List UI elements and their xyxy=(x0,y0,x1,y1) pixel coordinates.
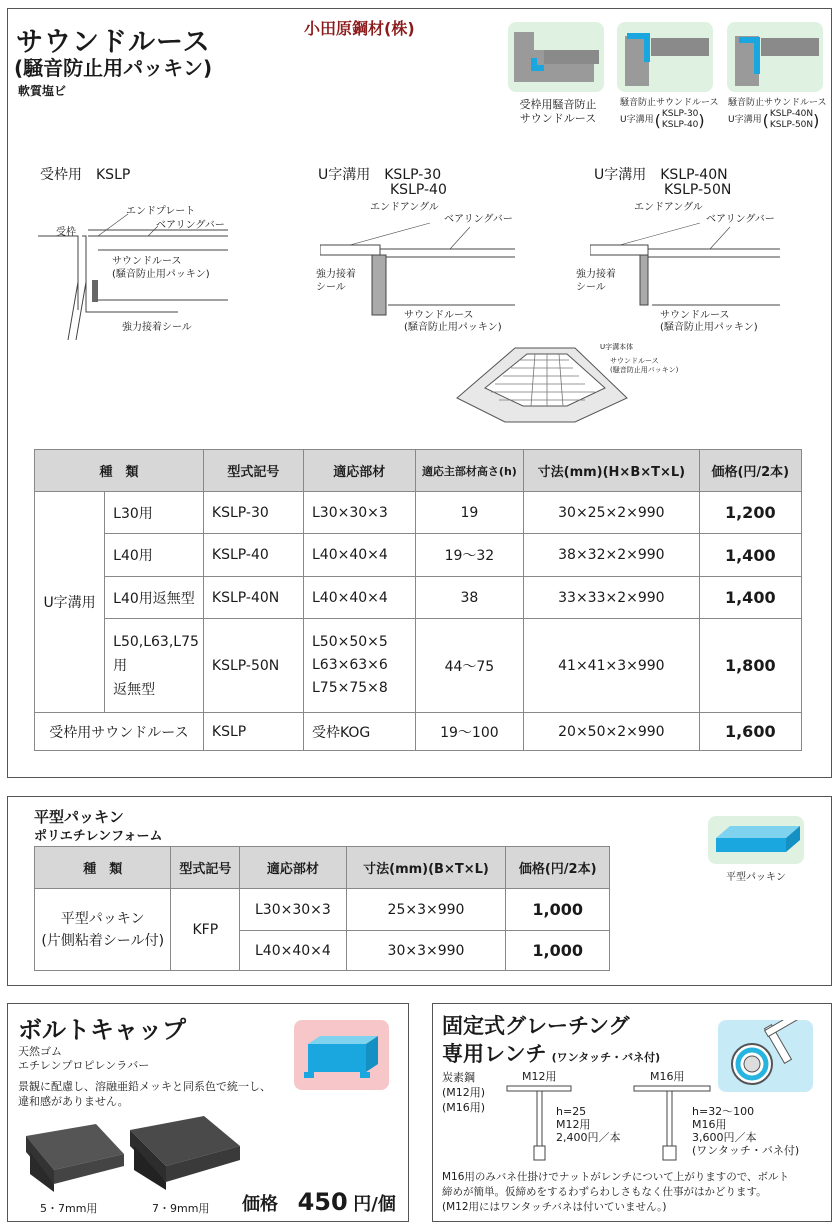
d1-label-ukewaku: 受枠 xyxy=(56,227,76,238)
table-row: 受枠用サウンドルース KSLP 受枠KOG 19～100 20×50×2×990 1,600 xyxy=(35,713,802,751)
d2-label-packing: (騒音防止用パッキン) xyxy=(404,322,502,333)
wrench-material: 炭素鋼 (M12用) (M16用) xyxy=(442,1071,486,1114)
diagram-kslp40n xyxy=(590,215,790,325)
diagram2-heading2: KSLP-40 xyxy=(390,182,447,198)
page-subtitle: (騒音防止用パッキン) xyxy=(14,56,213,80)
d3-label-endangle: エンドアングル xyxy=(634,202,703,213)
d2-label-kyoryoku: 強力接着 xyxy=(316,269,356,280)
bolt-desc2: 違和感がありません。 xyxy=(18,1095,129,1108)
grating-isometric-illustration xyxy=(455,340,630,425)
d1-label-endplate: エンドプレート xyxy=(126,206,196,217)
bolt-cap2-label: 7・9mm用 xyxy=(152,1202,210,1215)
table-row: L40用返無型 KSLP-40N L40×40×4 38 33×33×2×990 1,400 xyxy=(35,577,802,619)
thumb-kslp-caption: 受枠用騒音防止 サウンドルース xyxy=(519,98,597,125)
flat-material: ポリエチレンフォーム xyxy=(34,829,163,844)
d3-label-packing: (騒音防止用パッキン) xyxy=(660,322,758,333)
th-code: 型式記号 xyxy=(203,450,303,492)
d1-label-bearingbar: ベアリングバー xyxy=(156,220,225,231)
thumb-kslp30-icon xyxy=(617,22,713,92)
flat-packing-icon xyxy=(708,816,804,864)
thumb-kslp30-caption: 騒音防止サウンドルース U字溝用 ( KSLP-30 KSLP-40 ) xyxy=(620,98,719,130)
table-row: U字溝用 L30用 KSLP-30 L30×30×3 19 30×25×2×990 1,200 xyxy=(35,492,802,534)
bolt-cap-photo-large xyxy=(124,1112,244,1192)
flat-packing-icon-label: 平型パッキン xyxy=(726,872,786,883)
wrench-m16-spec: h=32～100 M16用 3,600円／本 (ワンタッチ・バネ付) xyxy=(692,1105,800,1157)
wrench-title2: 専用レンチ (ワンタッチ・バネ付) xyxy=(442,1042,661,1066)
company-name: 小田原鋼材(株) xyxy=(304,19,415,38)
flat-title: 平型パッキン xyxy=(34,808,124,826)
th-dim: 寸法(mm)(H×B×T×L) xyxy=(524,450,699,492)
d2-label-soundloose: サウンドルース xyxy=(404,310,474,321)
thumb-kslp40n-caption: 騒音防止サウンドルース U字溝用 ( KSLP-40N KSLP-50N ) xyxy=(728,98,827,130)
th-type: 種 類 xyxy=(35,450,204,492)
bolt-cap-photo-small xyxy=(18,1118,128,1193)
table-row: L40用 KSLP-40 L40×40×4 19～32 38×32×2×990 1,400 xyxy=(35,534,802,577)
iso-label-soundloose: サウンドルース xyxy=(610,357,659,365)
d3-label-soundloose: サウンドルース xyxy=(660,310,730,321)
th-member: 適応部材 xyxy=(303,450,415,492)
sound-loose-price-table xyxy=(34,449,802,751)
th-height: 適応主部材高さ(h) xyxy=(415,450,524,492)
d1-label-packing: (騒音防止用パッキン) xyxy=(112,269,210,280)
bolt-material1: 天然ゴム xyxy=(18,1045,62,1058)
bolt-desc1: 景観に配慮し、溶融亜鉛メッキと同系色で統一し、 xyxy=(18,1080,271,1093)
wrench-title1: 固定式グレーチング xyxy=(442,1014,630,1038)
iso-label-packing: (騒音防止用パッキン) xyxy=(610,366,679,374)
flat-packing-table: 種 類 型式記号 適応部材 寸法(mm)(B×T×L) 価格(円/2本) 平型パッキン (片側粘着シール付) KFP L30×30×3 25×3×990 1,000 L40×40×4 30×3×990 1,000 xyxy=(34,846,610,971)
wrench-icon xyxy=(718,1020,813,1092)
wrench-m16-label: M16用 xyxy=(650,1070,685,1083)
bolt-cap-icon xyxy=(294,1020,389,1090)
bolt-cap1-label: 5・7mm用 xyxy=(40,1202,98,1215)
th-price: 価格(円/2本) xyxy=(699,450,801,492)
d1-label-soundloose: サウンドルース xyxy=(112,256,182,267)
d3-label-kyoryoku: 強力接着 xyxy=(576,269,616,280)
wrench-m12-spec: h=25 M12用 2,400円／本 xyxy=(556,1105,621,1144)
d2-label-endangle: エンドアングル xyxy=(370,202,439,213)
wrench-m12-label: M12用 xyxy=(522,1070,557,1083)
iso-label-ujiko: U字溝本体 xyxy=(600,343,634,351)
table-row: 平型パッキン (片側粘着シール付) KFP L30×30×3 25×3×990 1,000 xyxy=(35,889,610,931)
d3-label-seal: シール xyxy=(576,282,606,293)
bolt-price: 価格 450 円/個 xyxy=(242,1188,396,1216)
material-label: 軟質塩ビ xyxy=(18,84,67,98)
table-row: L50,L63,L75用 返無型 KSLP-50N L50×50×5 L63×63×6 L75×75×8 44～75 41×41×3×990 1,800 xyxy=(35,619,802,713)
d1-label-seal: 強力接着シール xyxy=(122,322,192,333)
diagram1-heading: 受枠用 KSLP xyxy=(40,167,131,183)
d3-label-bearingbar: ベアリングバー xyxy=(706,214,775,225)
d2-label-bearingbar: ベアリングバー xyxy=(444,214,513,225)
wrench-description: M16用のみバネ仕掛けでナットがレンチについて上がりますので、ボルト 締めが簡単。仮締めをするわずらわしさもなく仕事がはかどります。 (M12用にはワンタッチバネは付いていません。) xyxy=(442,1171,790,1213)
diagram3-heading1: U字溝用 KSLP-40N xyxy=(594,167,728,183)
diagram3-heading2: KSLP-50N xyxy=(664,182,732,198)
page-title: サウンドルース xyxy=(16,27,211,58)
group-cell: U字溝用 xyxy=(35,492,105,713)
thumb-kslp-icon xyxy=(508,22,604,92)
table-row: L40×40×4 30×3×990 1,000 xyxy=(35,931,610,971)
bolt-title: ボルトキャップ xyxy=(18,1016,186,1044)
bolt-material2: エチレンプロピレンラバー xyxy=(18,1059,150,1072)
diagram2-heading1: U字溝用 KSLP-30 xyxy=(318,167,442,183)
d2-label-seal: シール xyxy=(316,282,346,293)
thumb-kslp40n-icon xyxy=(727,22,823,92)
